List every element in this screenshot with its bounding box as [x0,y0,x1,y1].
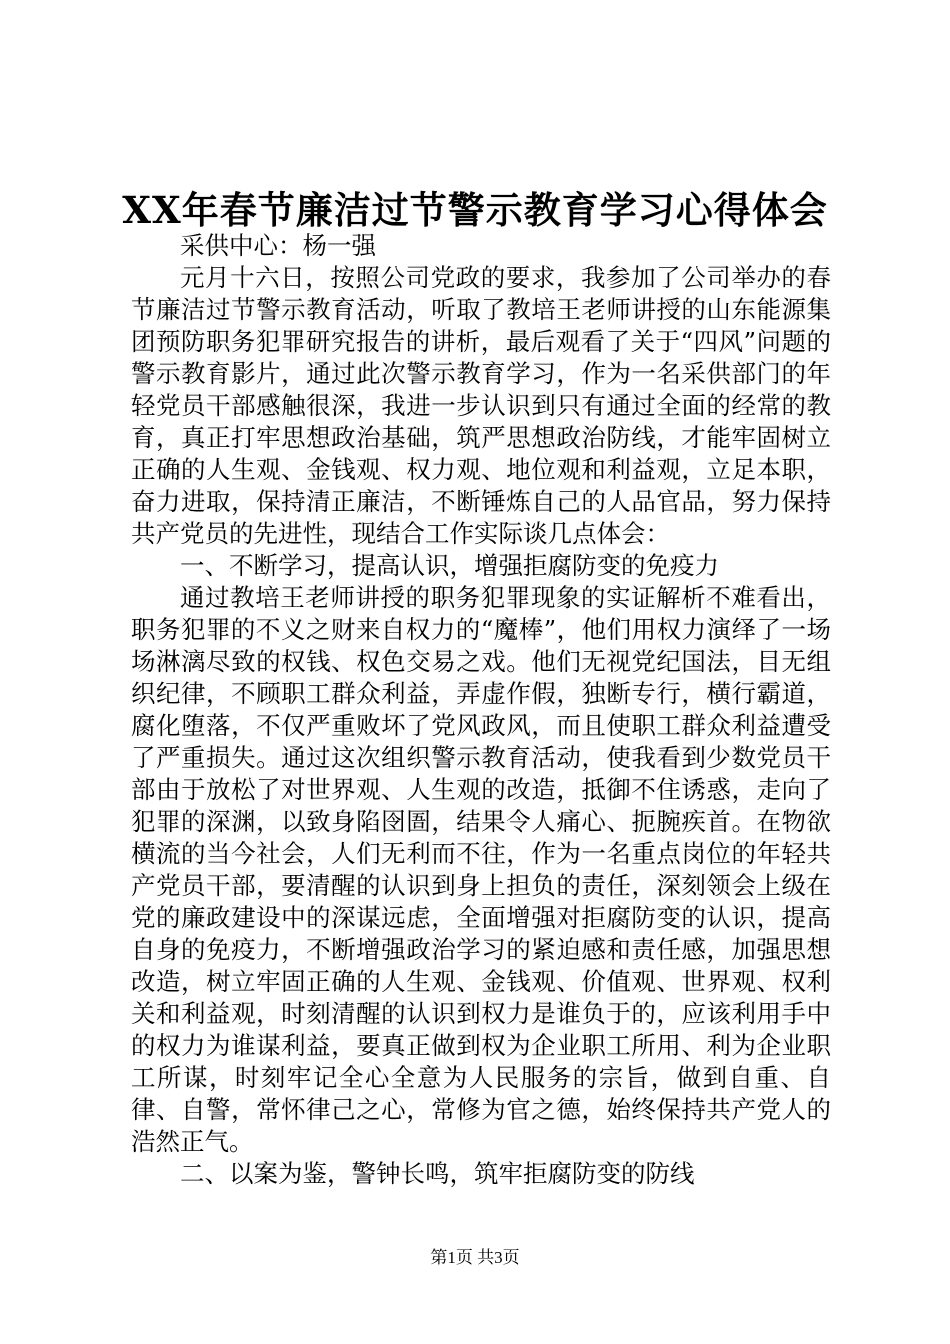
document-body [131,230,831,1190]
author-line: 采供中心：杨一强 [180,231,376,260]
intro-paragraph: 元月十六日，按照公司党政的要求，我参加了公司举办的春节廉洁过节警示教育活动，听取了教培王老师讲授的山东能源集团预防职务犯罪研究报告的讲析，最后观看了关于“四风”问题的警示教育影片，通过此次警示教育学习，作为一名采供部门的年轻党员干部感触很深，我进一步认识到只有通过全面的经常的教育，真正打牢思想政治基础，筑严思想政治防线，才能牢固树立正确的人生观、金钱观、权力观、地位观和利益观，立足本职，奋力进取，保持清正廉洁，不断锤炼自己的人品官品，努力保持共产党员的先进性，现结合工作实际谈几点体会： [131,263,831,548]
section-heading-2: 二、以案为鉴，警钟长鸣，筑牢拒腐防变的防线 [180,1159,695,1188]
page-footer: 第1页 共3页 [430,1248,520,1267]
body-paragraph: 通过教培王老师讲授的职务犯罪现象的实证解析不难看出，职务犯罪的不义之财来自权力的“魔棒”，他们用权力演绎了一场场淋漓尽致的权钱、权色交易之戏。他们无视党纪国法，目无组织纪律，不顾职工群众利益，弄虚作假，独断专行，横行霸道，腐化堕落，不仅严重败坏了党风政风，而且使职工群众利益遭受了严重损失。通过这次组织警示教育活动，使我看到少数党员干部由于放松了对世界观、人生观的改造，抵御不住诱惑，走向了犯罪的深渊，以致身陷囹圄，结果令人痛心、扼腕疾首。在物欲横流的当今社会，人们无利而不往，作为一名重点岗位的年轻共产党员干部，要清醒的认识到身上担负的责任，深刻领会上级在党的廉政建设中的深谋远虑，全面增强对拒腐防变的认识，提高自身的免疫力，不断增强政治学习的紧迫感和责任感，加强思想改造，树立牢固正确的人生观、金钱观、价值观、世界观、权利关和利益观，时刻清醒的认识到权力是谁负于的，应该利用手中的权力为谁谋利益，要真正做到权为企业职工所用、利为企业职工所谋，时刻牢记全心全意为人民服务的宗旨，做到自重、自律、自警，常怀律己之心，常修为官之德，始终保持共产党人的浩然正气。 [131,583,831,1156]
document-title: XX年春节廉洁过节警示教育学习心得体会 [122,188,828,232]
section-heading-1: 一、不断学习，提高认识，增强拒腐防变的免疫力 [180,551,719,580]
